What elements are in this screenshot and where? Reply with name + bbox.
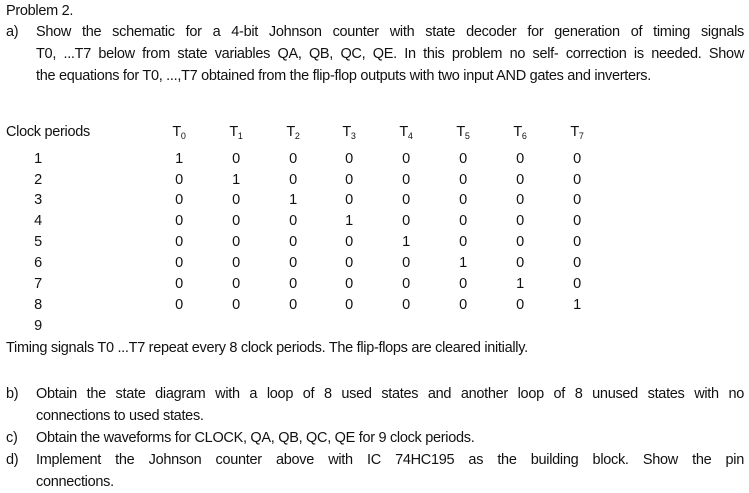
value-cell: 0	[516, 255, 524, 271]
value-cell: 0	[516, 234, 524, 250]
value-cell: 1	[289, 192, 297, 208]
value-cell: 1	[232, 172, 240, 188]
value-cell: 0	[516, 213, 524, 229]
value-cell: 1	[516, 276, 524, 292]
header-t7: $T_7$	[570, 124, 584, 141]
period-cell: 1	[34, 151, 42, 167]
header-t4: $T_4$	[399, 124, 413, 141]
value-cell: 1	[573, 297, 581, 313]
value-cell: 0	[289, 151, 297, 167]
value-cell: 0	[402, 192, 410, 208]
header-t3: $T_3$	[342, 124, 356, 141]
value-cell: 0	[289, 255, 297, 271]
value-cell: 0	[345, 192, 353, 208]
part-a-line-1: Show the schematic for a 4-bit Johnson counter with state decoder for generation of timing signals	[36, 24, 744, 40]
part-b-line-1: Obtain the state diagram with a loop of 8 used states and another loop of 8 unused states with no	[36, 386, 744, 402]
part-d-label: d)	[6, 452, 19, 468]
value-cell: 0	[232, 234, 240, 250]
part-c-label: c)	[6, 430, 18, 446]
header-t6: $T_6$	[513, 124, 527, 141]
period-cell: 3	[34, 192, 42, 208]
part-b-label: b)	[6, 386, 19, 402]
header-t2: $T_2$	[286, 124, 300, 141]
part-d-line-1: Implement the Johnson counter above with IC 74HC195 as the building block. Show the pin	[36, 452, 744, 468]
period-cell: 4	[34, 213, 42, 229]
table-row	[0, 151, 749, 171]
header-t0: $T_0$	[172, 124, 186, 141]
value-cell: 0	[345, 255, 353, 271]
value-cell: 0	[402, 276, 410, 292]
header-t5: $T_5$	[456, 124, 470, 141]
part-a-label: a)	[6, 24, 19, 40]
value-cell: 0	[573, 213, 581, 229]
value-cell: 0	[573, 151, 581, 167]
value-cell: 0	[289, 276, 297, 292]
table-header-row	[0, 124, 749, 144]
value-cell: 0	[402, 213, 410, 229]
part-c-line-1: Obtain the waveforms for CLOCK, QA, QB, QC, QE for 9 clock periods.	[36, 430, 475, 446]
value-cell: 0	[289, 234, 297, 250]
value-cell: 1	[175, 151, 183, 167]
value-cell: 0	[232, 213, 240, 229]
value-cell: 0	[232, 297, 240, 313]
value-cell: 0	[232, 255, 240, 271]
value-cell: 0	[345, 151, 353, 167]
part-d-line-2: connections.	[36, 474, 114, 490]
value-cell: 0	[402, 297, 410, 313]
value-cell: 0	[573, 276, 581, 292]
table-row	[0, 234, 749, 254]
value-cell: 0	[175, 192, 183, 208]
value-cell: 0	[232, 276, 240, 292]
value-cell: 0	[573, 234, 581, 250]
table-row	[0, 172, 749, 192]
value-cell: 0	[459, 276, 467, 292]
table-row	[0, 318, 749, 338]
value-cell: 0	[232, 151, 240, 167]
table-row	[0, 192, 749, 212]
value-cell: 0	[459, 213, 467, 229]
value-cell: 0	[175, 234, 183, 250]
value-cell: 0	[175, 213, 183, 229]
value-cell: 0	[402, 255, 410, 271]
part-a-line-3: the equations for T0, ...,T7 obtained from the flip-flop outputs with two input AND gates and inverters.	[36, 68, 651, 84]
value-cell: 0	[573, 192, 581, 208]
period-cell: 5	[34, 234, 42, 250]
value-cell: 0	[573, 172, 581, 188]
value-cell: 0	[459, 151, 467, 167]
value-cell: 0	[459, 297, 467, 313]
value-cell: 1	[402, 234, 410, 250]
period-cell: 9	[34, 318, 42, 334]
period-cell: 2	[34, 172, 42, 188]
problem-title: Problem 2.	[6, 3, 74, 19]
value-cell: 0	[516, 151, 524, 167]
value-cell: 0	[289, 297, 297, 313]
value-cell: 0	[402, 151, 410, 167]
value-cell: 0	[459, 172, 467, 188]
period-cell: 7	[34, 276, 42, 292]
value-cell: 0	[459, 192, 467, 208]
value-cell: 0	[573, 255, 581, 271]
clock-periods-header: Clock periods	[6, 124, 90, 140]
table-row	[0, 255, 749, 275]
value-cell: 0	[345, 172, 353, 188]
value-cell: 0	[345, 234, 353, 250]
value-cell: 0	[232, 192, 240, 208]
timing-note: Timing signals T0 ...T7 repeat every 8 clock periods. The flip-flops are cleared initially.	[6, 340, 528, 356]
value-cell: 0	[516, 192, 524, 208]
value-cell: 0	[175, 172, 183, 188]
value-cell: 0	[459, 234, 467, 250]
period-cell: 8	[34, 297, 42, 313]
value-cell: 0	[175, 297, 183, 313]
value-cell: 0	[175, 276, 183, 292]
value-cell: 0	[345, 297, 353, 313]
value-cell: 0	[289, 172, 297, 188]
part-a-line-2: T0, ...T7 below from state variables QA, QB, QC, QE. In this problem no self- correction is needed. Show	[36, 46, 744, 62]
value-cell: 0	[289, 213, 297, 229]
value-cell: 0	[516, 172, 524, 188]
table-row	[0, 297, 749, 317]
value-cell: 0	[345, 276, 353, 292]
table-row	[0, 276, 749, 296]
value-cell: 0	[516, 297, 524, 313]
value-cell: 1	[459, 255, 467, 271]
value-cell: 0	[175, 255, 183, 271]
period-cell: 6	[34, 255, 42, 271]
header-t1: $T_1$	[229, 124, 243, 141]
value-cell: 1	[345, 213, 353, 229]
value-cell: 0	[402, 172, 410, 188]
part-b-line-2: connections to used states.	[36, 408, 204, 424]
table-row	[0, 213, 749, 233]
